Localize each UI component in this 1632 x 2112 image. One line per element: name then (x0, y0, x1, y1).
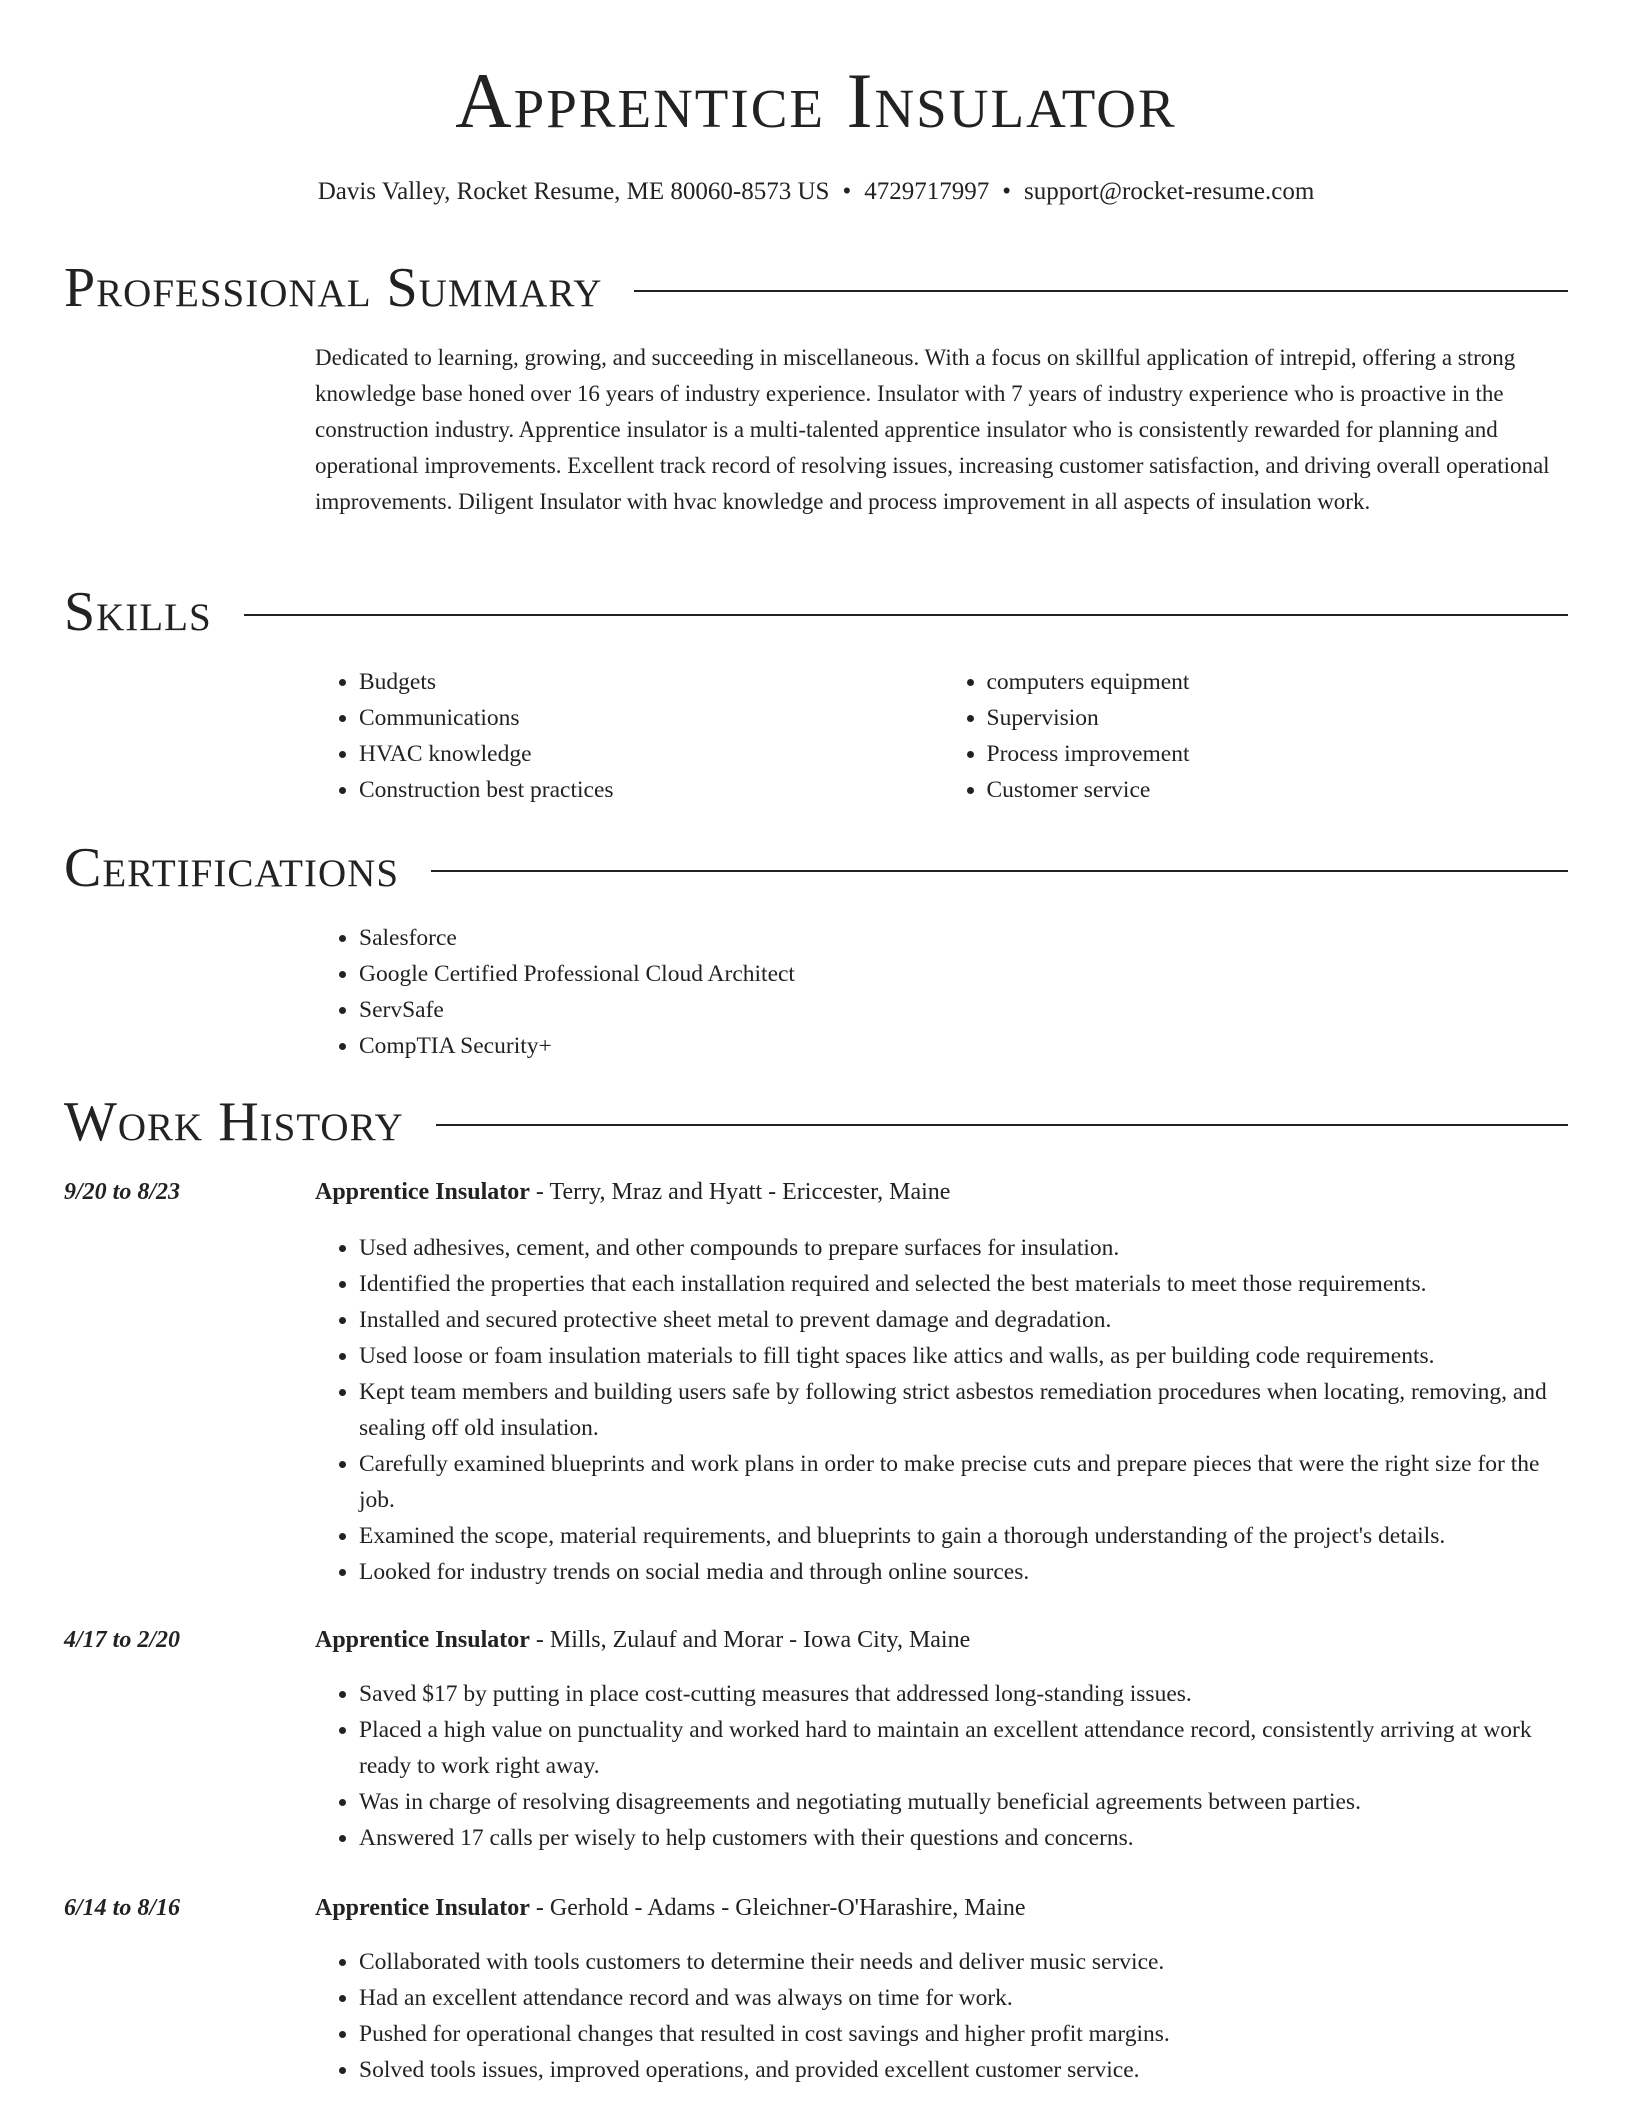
skill-item: • Process improvement (987, 736, 1571, 772)
skills-column-left (315, 664, 943, 808)
section-rule (244, 614, 1568, 616)
job-company: - Mills, Zulauf and Morar - Iowa City, Maine (529, 1627, 971, 1653)
summary-text: Dedicated to learning, growing, and succeeding in miscellaneous. With a focus on skillful application of intrepid, offering a strong knowledge base honed over 16 years of industry experience. Insulator with 7 years of industry experience who is proactive in the construction industry. Apprentice insulator is a multi-talented apprentice insulator who is consistently rewarded for planning and operational improvements. Excellent track record of resolving issues, increasing customer satisfaction, and driving overall operational improvements. Diligent Insulator with hvac knowledge and process improvement in all aspects of insulation work. (315, 345, 1550, 514)
job-bullet: • Identified the properties that each installation required and selected the best materials to meet those requirements. (359, 1266, 1570, 1302)
certification-item: • ServSafe (359, 992, 1570, 1028)
job-title: Apprentice Insulator (315, 1627, 530, 1653)
job-bullet: • Examined the scope, material requirements, and blueprints to gain a thorough understanding of the project's details. (359, 1518, 1570, 1554)
skill-item: • HVAC knowledge (359, 736, 943, 772)
job-bullet: • Carefully examined blueprints and work plans in order to make precise cuts and prepare pieces that were the right size for the job. (359, 1446, 1570, 1518)
skills-list (315, 664, 1570, 808)
certification-item: • Google Certified Professional Cloud Architect (359, 956, 1570, 992)
section-rule (436, 1124, 1568, 1126)
separator: • (1002, 178, 1011, 205)
job-title: Apprentice Insulator (315, 1179, 530, 1205)
address: Davis Valley, Rocket Resume, ME 80060-8573 US (317, 178, 830, 205)
skill-item: • Budgets (359, 664, 943, 700)
job-title-line (315, 1176, 950, 1208)
applicant-name: Apprentice Insulator (455, 57, 1177, 144)
job-bullet: • Had an excellent attendance record and was always on time for work. (359, 1980, 1570, 2016)
certifications-list (315, 920, 1570, 1064)
job-bullets (315, 1944, 1570, 2088)
job-bullet: • Looked for industry trends on social media and through online sources. (359, 1554, 1570, 1590)
job-bullet: • Pushed for operational changes that resulted in cost savings and higher profit margins. (359, 2016, 1570, 2052)
job-bullet: • Used loose or foam insulation materials to fill tight spaces like attics and walls, as per building code requirements. (359, 1338, 1570, 1374)
skills-section-header (64, 582, 1568, 642)
skill-item: • Customer service (987, 772, 1571, 808)
skill-item: • Supervision (987, 700, 1571, 736)
job-bullets (315, 1676, 1570, 1856)
job-bullet: • Was in charge of resolving disagreements and negotiating mutually beneficial agreements between parties. (359, 1784, 1570, 1820)
skill-item: • Construction best practices (359, 772, 943, 808)
skill-item: • computers equipment (987, 664, 1571, 700)
job-bullets (315, 1230, 1570, 1590)
certification-item: • Salesforce (359, 920, 1570, 956)
skill-item: • Communications (359, 700, 943, 736)
job-title-line (315, 1624, 970, 1656)
contact-line (0, 176, 1632, 208)
job-title-line (315, 1892, 1026, 1924)
job-dates: 9/20 to 8/23 (64, 1179, 181, 1205)
job-bullet: • Solved tools issues, improved operations, and provided excellent customer service. (359, 2052, 1570, 2088)
job-bullet: • Installed and secured protective sheet metal to prevent damage and degradation. (359, 1302, 1570, 1338)
work-history-heading: Work History (64, 1091, 404, 1153)
job-bullet: • Placed a high value on punctuality and worked hard to maintain an excellent attendance record, consistently arriving at work ready to work right away. (359, 1712, 1570, 1784)
certification-item: • CompTIA Security+ (359, 1028, 1570, 1064)
skills-heading: Skills (64, 581, 212, 643)
job-company: - Gerhold - Adams - Gleichner-O'Harashire, Maine (529, 1895, 1026, 1921)
job-bullet: • Collaborated with tools customers to determine their needs and deliver music service. (359, 1944, 1570, 1980)
certifications-heading: Certifications (64, 837, 400, 899)
job-dates: 4/17 to 2/20 (64, 1627, 181, 1653)
phone: 4729717997 (864, 178, 990, 205)
job-dates: 6/14 to 8/16 (64, 1895, 181, 1921)
job-bullet: • Answered 17 calls per wisely to help customers with their questions and concerns. (359, 1820, 1570, 1856)
job-bullet: • Saved $17 by putting in place cost-cutting measures that addressed long-standing issues. (359, 1676, 1570, 1712)
skills-column-right (943, 664, 1571, 808)
job-bullet: • Kept team members and building users safe by following strict asbestos remediation procedures when locating, removing, and sealing off old insulation. (359, 1374, 1570, 1446)
section-rule (634, 290, 1568, 292)
summary-section-header (64, 258, 1568, 318)
email: support@rocket-resume.com (1024, 178, 1315, 205)
job-title: Apprentice Insulator (315, 1895, 530, 1921)
summary-heading: Professional Summary (64, 257, 603, 319)
job-company: - Terry, Mraz and Hyatt - Ericcester, Maine (529, 1179, 951, 1205)
certifications-section-header (64, 838, 1568, 898)
work-history-section-header (64, 1092, 1568, 1152)
separator: • (842, 178, 852, 205)
job-bullet: • Used adhesives, cement, and other compounds to prepare surfaces for insulation. (359, 1230, 1570, 1266)
section-rule (431, 870, 1568, 872)
